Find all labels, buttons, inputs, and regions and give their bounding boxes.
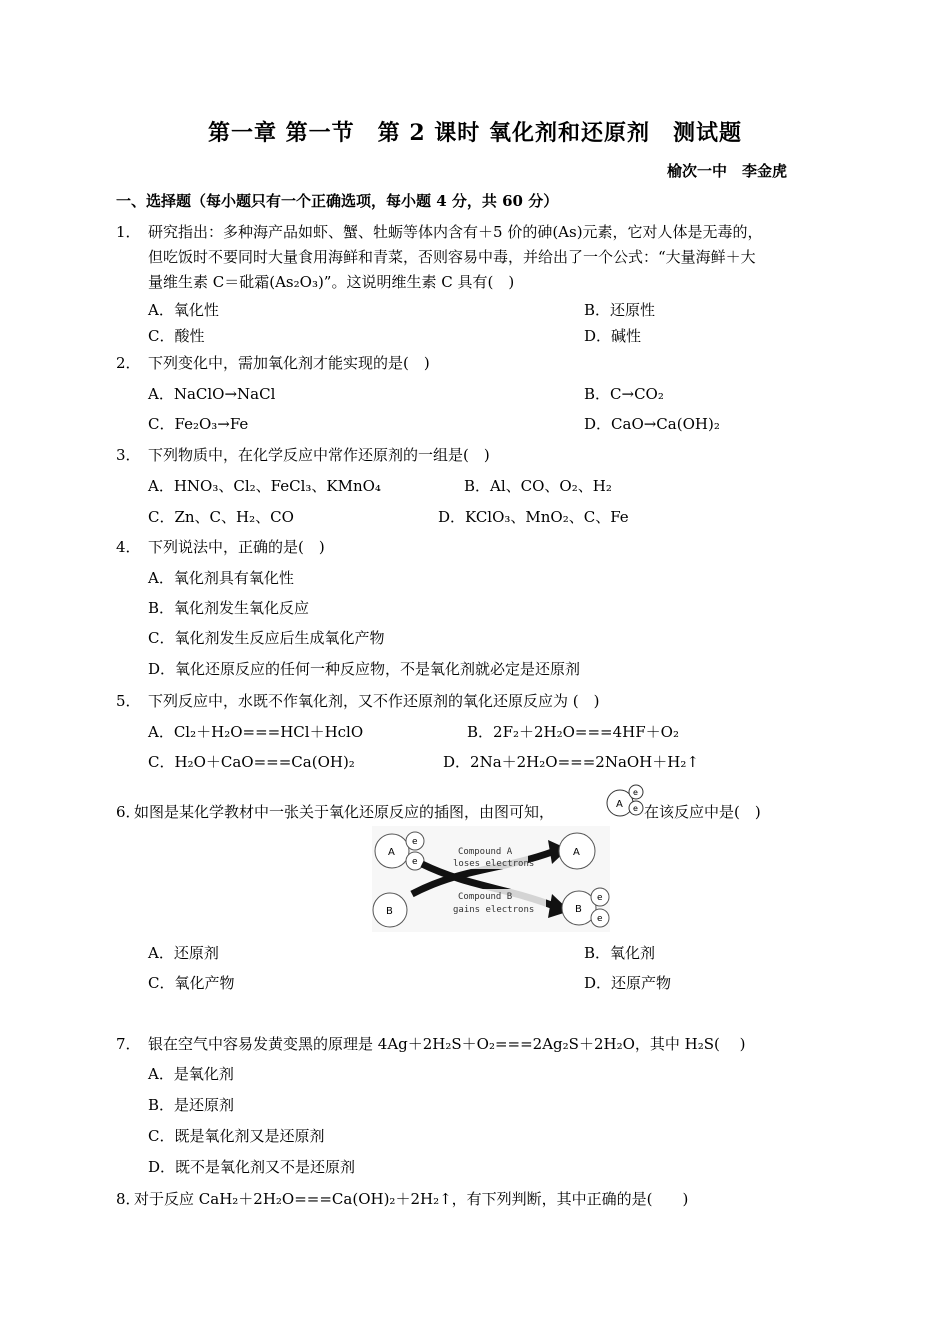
q1-line1: 研究指出：多种海产品如虾、蟹、牡蛎等体内含有＋5 价的砷(As)元素，它对人体是无毒的， <box>148 223 763 241</box>
q2-option-b: B．C→CO₂ <box>584 385 664 403</box>
q7-number: 7． <box>116 1035 141 1053</box>
inline-electron-label-2: e <box>633 804 638 813</box>
q7-option-c: C．既是氧化剂又是还原剂 <box>148 1127 325 1145</box>
q6-stem-before: 如图是某化学教材中一张关于氧化还原反应的插图，由图可知， <box>134 803 555 821</box>
q5-option-c: C．H₂O＋CaO===Ca(OH)₂ <box>148 753 355 771</box>
q4-number: 4． <box>116 538 141 556</box>
q3-option-d: D．KClO₃、MnO₂、C、Fe <box>438 508 629 526</box>
q1-line2: 但吃饭时不要同时大量食用海鲜和青菜，否则容易中毒，并给出了一个公式：“大量海鲜＋大 <box>148 248 756 266</box>
q3-stem: 下列物质中，在化学反应中常作还原剂的一组是( ) <box>148 446 490 464</box>
q2-number: 2． <box>116 354 141 372</box>
q3-option-b: B．Al、CO、O₂、H₂ <box>464 477 612 495</box>
q1-option-c: C．酸性 <box>148 327 205 345</box>
electron-right-2-label: e <box>597 914 603 924</box>
q4-option-b: B．氧化剂发生氧化反应 <box>148 599 310 617</box>
page-title: 第一章 第一节 第 2 课时 氧化剂和还原剂 测试题 <box>208 120 742 146</box>
q4-option-c: C．氧化剂发生反应后生成氧化产物 <box>148 629 385 647</box>
electron-left-2-label: e <box>412 857 418 867</box>
q3-option-a: A．HNO₃、Cl₂、FeCl₃、KMnO₄ <box>148 477 381 495</box>
electron-left-1-label: e <box>412 837 418 847</box>
q8-stem: 对于反应 CaH₂＋2H₂O===Ca(OH)₂＋2H₂↑，有下列判断，其中正确的是( ) <box>134 1190 689 1208</box>
author: 榆次一中 李金虎 <box>667 162 788 180</box>
q4-option-a: A．氧化剂具有氧化性 <box>148 569 294 587</box>
redox-diagram <box>372 826 610 932</box>
electron-right-1-label: e <box>597 893 603 903</box>
q6-stem-after: 在该反应中是( ) <box>644 803 761 821</box>
q4-stem: 下列说法中，正确的是( ) <box>148 538 325 556</box>
q6-number: 6． <box>116 803 141 821</box>
q5-option-b: B．2F₂＋2H₂O===4HF＋O₂ <box>467 723 679 741</box>
inline-electron-label-1: e <box>633 788 638 797</box>
q7-option-b: B．是还原剂 <box>148 1096 235 1114</box>
q6-option-d: D．还原产物 <box>584 974 672 992</box>
q1-option-a: A．氧化性 <box>148 301 219 319</box>
q5-option-d: D．2Na＋2H₂O===2NaOH＋H₂↑ <box>443 753 699 771</box>
section-heading: 一、选择题（每小题只有一个正确选项，每小题 4 分，共 60 分） <box>116 192 559 210</box>
q1-option-b: B．还原性 <box>584 301 656 319</box>
label-gains-electrons: gains electrons <box>453 905 535 915</box>
q7-option-d: D．既不是氧化剂又不是还原剂 <box>148 1158 356 1176</box>
q5-option-a: A．Cl₂＋H₂O===HCl＋HclO <box>148 723 364 741</box>
q1-number: 1． <box>116 223 141 241</box>
label-compound-a: Compound A <box>458 847 513 857</box>
atom-a-left-label: A <box>388 847 395 858</box>
q2-option-a: A．NaClO→NaCl <box>148 385 276 403</box>
q5-stem: 下列反应中，水既不作氧化剂，又不作还原剂的氧化还原反应为 ( ) <box>148 692 600 710</box>
q4-option-d: D．氧化还原反应的任何一种反应物，不是氧化剂就必定是还原剂 <box>148 660 581 678</box>
atom-a-right-label: A <box>573 847 580 858</box>
q2-option-c: C．Fe₂O₃→Fe <box>148 415 249 433</box>
q3-number: 3． <box>116 446 141 464</box>
q2-stem: 下列变化中，需加氧化剂才能实现的是( ) <box>148 354 430 372</box>
q1-option-d: D．碱性 <box>584 327 642 345</box>
q5-number: 5． <box>116 692 141 710</box>
q6-option-c: C．氧化产物 <box>148 974 235 992</box>
inline-atom-a-icon <box>603 782 645 820</box>
atom-b-left-label: B <box>386 906 393 917</box>
label-loses-electrons: loses electrons <box>453 859 535 869</box>
q1-line3: 量维生素 C＝砒霜(As₂O₃)”。这说明维生素 C 具有( ) <box>148 273 515 291</box>
inline-atom-label: A <box>616 799 623 810</box>
q2-option-d: D．CaO→Ca(OH)₂ <box>584 415 720 433</box>
q6-option-a: A．还原剂 <box>148 944 219 962</box>
q7-option-a: A．是氧化剂 <box>148 1065 234 1083</box>
q8-number: 8． <box>116 1190 141 1208</box>
atom-b-right-label: B <box>575 904 582 915</box>
q3-option-c: C．Zn、C、H₂、CO <box>148 508 294 526</box>
label-compound-b: Compound B <box>458 892 513 902</box>
q6-option-b: B．氧化剂 <box>584 944 656 962</box>
q7-stem: 银在空气中容易发黄变黑的原理是 4Ag＋2H₂S＋O₂===2Ag₂S＋2H₂O，其中 H₂S( ) <box>148 1035 746 1053</box>
